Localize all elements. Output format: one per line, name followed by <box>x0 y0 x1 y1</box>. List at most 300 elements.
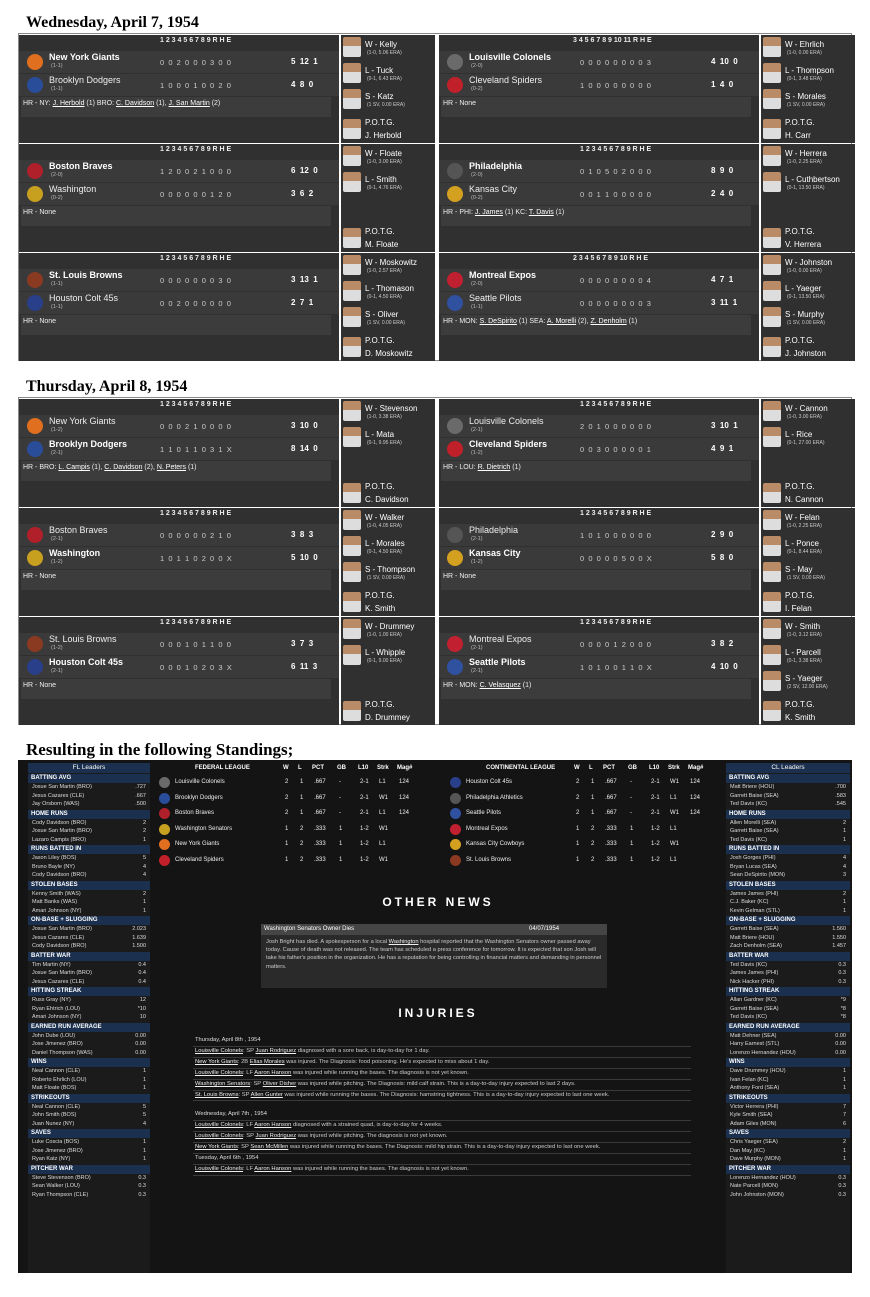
team-row-home[interactable] <box>19 74 339 96</box>
player-link[interactable]: Juan Rodriguez <box>255 1048 297 1054</box>
player-link[interactable]: J. San Martin <box>168 100 210 107</box>
standings-team[interactable]: Philadelphia Athletics <box>466 794 523 801</box>
leader-row[interactable] <box>28 1040 150 1049</box>
leader-row[interactable] <box>726 978 850 987</box>
team-link[interactable]: New York Giants <box>195 1144 238 1150</box>
leader-row[interactable] <box>726 1182 850 1191</box>
hr-text: (1) SEA: <box>516 318 547 325</box>
leader-row[interactable] <box>726 1155 850 1164</box>
news-item[interactable] <box>261 924 607 988</box>
pitcher-stat: (1-0, 3.12 ERA) <box>787 632 822 638</box>
leader-name: Garrett Baise (SEA) <box>730 792 779 799</box>
leader-row[interactable] <box>28 1049 150 1058</box>
leader-row[interactable] <box>726 934 850 943</box>
team-link[interactable]: Louisville Colonels <box>195 1166 244 1172</box>
team-row-away[interactable] <box>439 633 759 655</box>
team-name[interactable]: Houston Colt 45s <box>49 293 119 303</box>
leader-row[interactable] <box>726 1111 850 1120</box>
leader-row[interactable] <box>726 1067 850 1076</box>
standings-row[interactable] <box>155 823 437 836</box>
standings-column-header: L <box>589 765 593 771</box>
leader-name: Allan Gardner (KC) <box>730 997 777 1003</box>
pitcher-stat: (0-1, 13.50 ERA) <box>787 294 825 300</box>
game-box[interactable] <box>439 253 759 361</box>
player-link[interactable]: C. Davidson <box>104 464 143 471</box>
pitcher-stat: (1-0, 3.38 ERA) <box>367 414 402 420</box>
team-name[interactable]: Kansas City <box>469 548 521 558</box>
leader-row[interactable] <box>28 863 150 872</box>
team-row-away[interactable] <box>19 524 339 546</box>
team-link[interactable]: Washington Senators <box>195 1081 251 1087</box>
leader-row[interactable] <box>28 854 150 863</box>
standings-column-header: GB <box>337 765 346 771</box>
leader-row[interactable] <box>28 800 150 809</box>
standings-team[interactable]: Seattle Pilots <box>466 810 502 816</box>
player-link[interactable]: Sean McMillen <box>250 1144 289 1150</box>
leader-row[interactable] <box>28 1155 150 1164</box>
standings-row[interactable] <box>155 854 437 867</box>
leader-row[interactable] <box>726 996 850 1005</box>
hr-text: HR - None <box>23 682 57 689</box>
leader-row[interactable] <box>726 925 850 934</box>
pitcher-name[interactable]: J. Herbold <box>365 131 402 140</box>
pitcher-name[interactable]: V. Herrera <box>785 240 822 249</box>
pitcher-name[interactable]: L - Ponce <box>785 539 819 548</box>
leader-row[interactable] <box>28 1076 150 1085</box>
team-row-away[interactable] <box>439 51 759 73</box>
pitcher-name[interactable]: S - Katz <box>365 92 394 101</box>
leader-value: 1 <box>842 1068 846 1074</box>
team-name[interactable]: Brooklyn Dodgers <box>49 439 128 449</box>
team-row-home[interactable] <box>19 547 339 569</box>
standings-team[interactable]: Boston Braves <box>175 810 215 816</box>
pitcher-name[interactable]: W - Felan <box>785 513 820 522</box>
leader-row[interactable] <box>28 925 150 934</box>
pitcher-name[interactable]: W - Herrera <box>785 149 827 158</box>
leader-row[interactable] <box>726 1013 850 1022</box>
pitcher-name[interactable]: L - Yaeger <box>785 284 822 293</box>
game-box[interactable] <box>19 617 339 725</box>
leader-row[interactable] <box>28 836 150 845</box>
standings-team[interactable]: Cleveland Spiders <box>175 856 224 863</box>
pitcher-name[interactable]: N. Cannon <box>785 495 824 504</box>
game-box[interactable] <box>19 508 339 616</box>
pitcher-stat: (1 SV, 0.00 ERA) <box>367 320 405 326</box>
leader-row[interactable] <box>28 783 150 792</box>
pitcher-name[interactable]: I. Felan <box>785 604 812 613</box>
leader-row[interactable] <box>28 1111 150 1120</box>
leader-row[interactable] <box>28 1147 150 1156</box>
leader-row[interactable] <box>28 1138 150 1147</box>
team-name[interactable]: Louisville Colonels <box>469 416 544 426</box>
team-link[interactable]: Louisville Colonels <box>195 1070 244 1076</box>
team-row-away[interactable] <box>439 415 759 437</box>
standings-team[interactable]: Washington Senators <box>175 825 233 832</box>
injury-item[interactable] <box>193 1090 691 1101</box>
hr-text: HR - LOU: <box>443 464 478 471</box>
leader-value: 0.3 <box>838 1183 846 1189</box>
leader-value: 10 <box>139 1014 146 1020</box>
leader-name: Ryan Ehtrich (LOU) <box>32 1005 80 1012</box>
pitcher-name[interactable]: M. Floate <box>365 240 399 249</box>
pitcher-name[interactable]: L - Whipple <box>365 648 406 657</box>
standings-team[interactable]: Brooklyn Dodgers <box>175 794 223 801</box>
pitcher-name[interactable]: W - Floate <box>365 149 402 158</box>
injury-item[interactable] <box>193 1164 691 1176</box>
pitcher-name[interactable]: S - Oliver <box>365 310 399 319</box>
leader-row[interactable] <box>726 871 850 880</box>
leader-row[interactable] <box>28 1013 150 1022</box>
player-link[interactable]: Aaron Hanson <box>254 1122 292 1128</box>
player-link[interactable]: C. Davidson <box>115 100 155 107</box>
leader-row[interactable] <box>726 1076 850 1085</box>
pitcher-name[interactable]: P.O.T.G. <box>785 118 815 127</box>
team-row-away[interactable] <box>439 524 759 546</box>
injury-text: was injured while pitching. The Diagnosis: mild calf strain. This is a day-to-day injury expected to last 2 days. <box>296 1081 576 1087</box>
team-row-home[interactable] <box>439 438 759 460</box>
pitcher-name[interactable]: L - Thompson <box>785 66 834 75</box>
team-row-away[interactable] <box>19 633 339 655</box>
player-link[interactable]: J. Herbold <box>52 100 85 107</box>
hr-text: (1) <box>626 318 638 325</box>
team-name[interactable]: St. Louis Browns <box>49 270 123 280</box>
standings-row[interactable] <box>155 792 437 805</box>
pitcher-name[interactable]: K. Smith <box>785 713 816 722</box>
news-team-link[interactable]: Washington <box>388 939 419 945</box>
team-row-home[interactable] <box>19 292 339 314</box>
runs-hits-errors: 5 12 1 <box>291 57 318 66</box>
leader-row[interactable] <box>28 1005 150 1014</box>
pitcher-name[interactable]: S - Yaeger <box>785 674 823 683</box>
pitcher-name[interactable]: L - Parcell <box>785 648 821 657</box>
pitcher-name[interactable]: L - Morales <box>365 539 405 548</box>
player-link[interactable]: Allen Gunter <box>250 1092 283 1098</box>
game-box[interactable] <box>439 617 759 725</box>
leader-row[interactable] <box>28 890 150 899</box>
player-link[interactable]: R. Dietrich <box>477 464 511 471</box>
standings-team[interactable]: Montreal Expos <box>466 825 508 832</box>
team-row-away[interactable] <box>19 269 339 291</box>
pitcher-name[interactable]: S - Thompson <box>365 565 416 574</box>
leader-row[interactable] <box>28 1174 150 1183</box>
leader-row[interactable] <box>28 961 150 970</box>
leader-name: C.J. Baker (KC) <box>730 899 769 905</box>
home-runs-line <box>21 570 331 590</box>
leader-row[interactable] <box>726 783 850 792</box>
standings-l: 2 <box>591 841 595 847</box>
leader-row[interactable] <box>726 961 850 970</box>
team-name[interactable]: Brooklyn Dodgers <box>49 75 121 85</box>
leader-row[interactable] <box>726 1005 850 1014</box>
team-link[interactable]: Louisville Colonels <box>195 1122 244 1128</box>
hr-text: (2), <box>576 318 591 325</box>
pitcher-name[interactable]: D. Moskowitz <box>365 349 413 358</box>
leader-row[interactable] <box>726 1040 850 1049</box>
potg-avatar <box>343 701 361 721</box>
pitcher-name[interactable]: W - Smith <box>785 622 821 631</box>
pitcher-name[interactable]: W - Ehrlich <box>785 40 825 49</box>
pitcher-name[interactable]: W - Drummey <box>365 622 415 631</box>
pitcher-name[interactable]: P.O.T.G. <box>785 700 815 709</box>
team-link[interactable]: St. Louis Browns <box>195 1092 239 1098</box>
pitcher-stat: (0-1, 8.44 ERA) <box>787 549 822 555</box>
pitcher-name[interactable]: P.O.T.G. <box>785 482 815 491</box>
cl-leaders-panel <box>726 763 850 1273</box>
leader-name: John Smith (BOS) <box>32 1112 77 1118</box>
leader-value: 0.00 <box>835 1041 846 1047</box>
team-name[interactable]: Montreal Expos <box>469 634 532 644</box>
pitcher-name[interactable]: W - Cannon <box>785 404 828 413</box>
team-row-home[interactable] <box>439 74 759 96</box>
player-link[interactable]: S. DeSpirito <box>479 318 517 325</box>
standings-w: 2 <box>576 779 580 785</box>
standings-team[interactable]: St. Louis Browns <box>466 856 512 863</box>
team-name[interactable]: Seattle Pilots <box>469 657 526 667</box>
leader-row[interactable] <box>726 1084 850 1093</box>
leader-row[interactable] <box>726 969 850 978</box>
standings-row[interactable] <box>446 776 728 789</box>
team-row-home[interactable] <box>19 656 339 678</box>
leader-name: Jason Liley (BOS) <box>32 855 77 861</box>
team-name[interactable]: Montreal Expos <box>469 270 537 280</box>
team-row-home[interactable] <box>439 547 759 569</box>
leader-value: 0.00 <box>835 1032 846 1039</box>
standings-team[interactable]: Kansas City Cowboys <box>466 841 525 847</box>
team-name[interactable]: New York Giants <box>49 52 120 62</box>
standings-gb: - <box>630 810 632 816</box>
standings-l10: 2-1 <box>651 794 660 801</box>
leader-row[interactable] <box>726 898 850 907</box>
team-name[interactable]: Philadelphia <box>469 525 519 535</box>
pitcher-name[interactable]: J. Johnston <box>785 349 826 358</box>
standings-row[interactable] <box>446 807 728 820</box>
leader-row[interactable] <box>726 800 850 809</box>
pitcher-name[interactable]: P.O.T.G. <box>365 591 395 600</box>
player-link[interactable]: L. Campis <box>58 464 90 471</box>
pitcher-name[interactable]: P.O.T.G. <box>365 118 395 127</box>
pitcher-name[interactable]: S - Murphy <box>785 310 825 319</box>
leader-name: Tim Martin (NY) <box>32 961 71 968</box>
pitcher-name[interactable]: W - Moskowitz <box>365 258 417 267</box>
hr-text: (1), <box>89 464 105 471</box>
leader-row[interactable] <box>28 907 150 916</box>
player-link[interactable]: Oliver Disher <box>262 1081 297 1087</box>
leader-row[interactable] <box>726 827 850 836</box>
leader-row[interactable] <box>28 1032 150 1041</box>
leader-name: Ivan Felan (KC) <box>730 1076 769 1083</box>
team-name[interactable]: Philadelphia <box>469 161 523 171</box>
team-name[interactable]: Washington <box>49 184 97 194</box>
standings-row[interactable] <box>155 776 437 789</box>
game-box[interactable] <box>19 35 339 143</box>
team-row-away[interactable] <box>19 51 339 73</box>
leader-category: ON-BASE + SLUGGING <box>726 916 850 925</box>
leader-row[interactable] <box>726 1147 850 1156</box>
leader-row[interactable] <box>28 942 150 951</box>
pitcher-avatar <box>763 619 781 639</box>
standings-row[interactable] <box>446 838 728 851</box>
leader-row[interactable] <box>28 1182 150 1191</box>
team-row-away[interactable] <box>439 160 759 182</box>
team-name[interactable]: Boston Braves <box>49 161 113 171</box>
player-link[interactable]: Aaron Hanson <box>254 1070 292 1076</box>
pitcher-avatar <box>343 63 361 83</box>
leader-row[interactable] <box>726 836 850 845</box>
team-row-home[interactable] <box>439 292 759 314</box>
pitcher-name[interactable]: P.O.T.G. <box>365 336 395 345</box>
standings-gb: 1 <box>339 856 343 863</box>
injury-item[interactable] <box>193 1120 691 1132</box>
leader-row[interactable] <box>726 863 850 872</box>
injury-item[interactable] <box>193 1057 691 1069</box>
pitcher-name[interactable]: P.O.T.G. <box>785 591 815 600</box>
pitcher-name[interactable]: K. Smith <box>365 604 396 613</box>
leader-row[interactable] <box>726 890 850 899</box>
leader-row[interactable] <box>726 1191 850 1200</box>
player-link[interactable]: Z. Denholm <box>590 318 627 325</box>
leader-value: 1 <box>842 1147 846 1154</box>
pitcher-name[interactable]: P.O.T.G. <box>365 700 395 709</box>
team-row-home[interactable] <box>439 183 759 205</box>
game-box[interactable] <box>19 399 339 507</box>
leader-row[interactable] <box>28 1067 150 1076</box>
leader-row[interactable] <box>726 792 850 801</box>
team-logo-icon <box>27 636 43 652</box>
pitcher-name[interactable]: S - May <box>785 565 813 574</box>
standings-team[interactable]: Louisville Colonels <box>175 779 225 785</box>
pitcher-name[interactable]: L - Thomason <box>365 284 414 293</box>
leader-row[interactable] <box>726 1174 850 1183</box>
team-row-away[interactable] <box>19 160 339 182</box>
leader-row[interactable] <box>726 1103 850 1112</box>
game-box[interactable] <box>439 35 759 143</box>
pitcher-name[interactable]: L - Rice <box>785 430 813 439</box>
player-link[interactable]: A. Morelli <box>546 318 577 325</box>
leader-row[interactable] <box>726 1049 850 1058</box>
leader-row[interactable] <box>726 854 850 863</box>
team-name[interactable]: Kansas City <box>469 184 518 194</box>
team-link[interactable]: Louisville Colonels <box>195 1048 244 1054</box>
team-link[interactable]: Louisville Colonels <box>195 1133 244 1139</box>
leader-row[interactable] <box>726 1120 850 1129</box>
injury-item[interactable] <box>193 1131 691 1143</box>
leader-row[interactable] <box>28 1103 150 1112</box>
injury-item[interactable] <box>193 1079 691 1091</box>
leader-row[interactable] <box>726 907 850 916</box>
game-box[interactable] <box>439 399 759 507</box>
pitcher-name[interactable]: L - Tuck <box>365 66 394 75</box>
pitcher-name[interactable]: W - Walker <box>365 513 405 522</box>
player-link[interactable]: T. Davis <box>528 209 554 216</box>
player-link[interactable]: C. Velasquez <box>479 682 521 689</box>
team-link[interactable]: New York Giants <box>195 1059 238 1065</box>
standings-row[interactable] <box>446 854 728 867</box>
player-link[interactable]: Aaron Hanson <box>254 1166 292 1172</box>
leader-row[interactable] <box>726 819 850 828</box>
pitcher-name[interactable]: L - Mata <box>365 430 395 439</box>
pitcher-name[interactable]: C. Davidson <box>365 495 409 504</box>
pitcher-name[interactable]: W - Kelly <box>365 40 397 49</box>
standings-row[interactable] <box>155 807 437 820</box>
team-name[interactable]: Houston Colt 45s <box>49 657 124 667</box>
leader-row[interactable] <box>726 1138 850 1147</box>
leader-row[interactable] <box>28 871 150 880</box>
team-name[interactable]: St. Louis Browns <box>49 634 117 644</box>
injury-item[interactable] <box>193 1142 691 1154</box>
player-link[interactable]: J. James <box>474 209 503 216</box>
leader-category: WINS <box>28 1058 150 1067</box>
injury-item[interactable] <box>193 1068 691 1080</box>
pitcher-name[interactable]: P.O.T.G. <box>365 227 395 236</box>
leader-row[interactable] <box>726 942 850 951</box>
team-name[interactable]: Boston Braves <box>49 525 108 535</box>
team-row-home[interactable] <box>439 656 759 678</box>
game-box[interactable] <box>439 508 759 616</box>
team-name[interactable]: Cleveland Spiders <box>469 439 548 449</box>
leader-row[interactable] <box>28 1084 150 1093</box>
leader-row[interactable] <box>28 898 150 907</box>
pitcher-name[interactable]: W - Johnston <box>785 258 833 267</box>
standings-row[interactable] <box>446 792 728 805</box>
injury-item[interactable] <box>193 1046 691 1058</box>
team-row-home[interactable] <box>19 438 339 460</box>
leader-row[interactable] <box>28 819 150 828</box>
player-link[interactable]: N. Peters <box>156 464 187 471</box>
team-row-away[interactable] <box>19 415 339 437</box>
pitcher-name[interactable]: P.O.T.G. <box>785 336 815 345</box>
pitcher-name[interactable]: D. Drummey <box>365 713 410 722</box>
team-name[interactable]: Cleveland Spiders <box>469 75 543 85</box>
pitcher-name[interactable]: W - Stevenson <box>365 404 418 413</box>
leader-row[interactable] <box>28 934 150 943</box>
pitchers-panel <box>761 253 855 361</box>
leader-row[interactable] <box>28 1191 150 1200</box>
team-name[interactable]: New York Giants <box>49 416 116 426</box>
standings-team[interactable]: Houston Colt 45s <box>466 779 513 785</box>
game-box[interactable] <box>19 253 339 361</box>
team-row-home[interactable] <box>19 183 339 205</box>
leader-row[interactable] <box>28 969 150 978</box>
team-name[interactable]: Seattle Pilots <box>469 293 522 303</box>
pitcher-name[interactable]: P.O.T.G. <box>785 227 815 236</box>
pitcher-name[interactable]: L - Smith <box>365 175 397 184</box>
pitcher-name[interactable]: P.O.T.G. <box>365 482 395 491</box>
team-name[interactable]: Louisville Colonels <box>469 52 552 62</box>
runs-hits-errors: 4 7 1 <box>711 275 734 284</box>
pitcher-name[interactable]: L - Cuthbertson <box>785 175 840 184</box>
leader-row[interactable] <box>28 827 150 836</box>
leader-row[interactable] <box>28 792 150 801</box>
standings-team[interactable]: New York Giants <box>175 841 220 847</box>
leader-row[interactable] <box>28 1120 150 1129</box>
leader-row[interactable] <box>28 978 150 987</box>
standings-row[interactable] <box>446 823 728 836</box>
pitcher-stat: (0-1, 4.50 ERA) <box>367 294 402 300</box>
game-box[interactable] <box>439 144 759 252</box>
player-link[interactable]: Juan Rodriguez <box>255 1133 297 1139</box>
leader-row[interactable] <box>28 996 150 1005</box>
team-name[interactable]: Washington <box>49 548 101 558</box>
team-row-away[interactable] <box>439 269 759 291</box>
game-box[interactable] <box>19 144 339 252</box>
pitcher-name[interactable]: H. Carr <box>785 131 811 140</box>
standings-row[interactable] <box>155 838 437 851</box>
player-link[interactable]: Elias Morales <box>249 1059 285 1065</box>
pitcher-name[interactable]: S - Morales <box>785 92 826 101</box>
leader-row[interactable] <box>726 1032 850 1041</box>
team-logo-icon <box>27 527 43 543</box>
home-runs-line <box>441 461 751 481</box>
